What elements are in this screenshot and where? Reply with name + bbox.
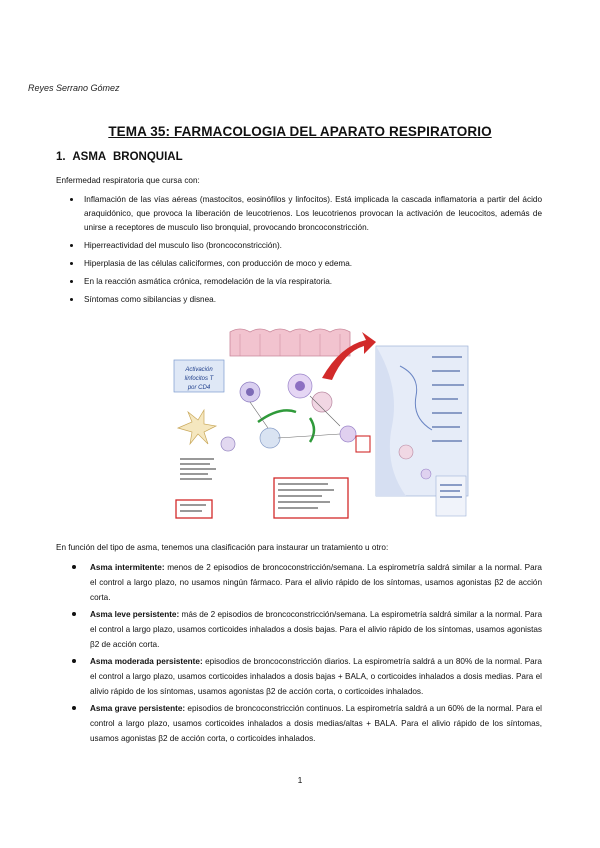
- asthma-pathophysiology-figure: [170, 326, 480, 522]
- activation-box: [174, 360, 224, 392]
- list-item: Hiperplasia de las células caliciformes, con producción de moco y edema.: [56, 257, 542, 271]
- bullet-icon: [72, 659, 76, 663]
- bullet-icon: [70, 198, 73, 201]
- intro-text: Enfermedad respiratoria que cursa con:: [56, 176, 200, 185]
- author-name: Reyes Serrano Gómez: [28, 83, 120, 93]
- document-title: TEMA 35: FARMACOLOGIA DEL APARATO RESPIRATORIO: [108, 124, 492, 139]
- symptom-list: [56, 193, 542, 311]
- section-number: 1.: [56, 151, 66, 163]
- epithelium-illustration: [230, 329, 350, 356]
- red-callout-box: [176, 500, 212, 518]
- asthma-classification-list: [56, 560, 542, 748]
- svg-text:Activación: Activación: [185, 367, 213, 373]
- bullet-icon: [70, 244, 73, 247]
- bullet-icon: [72, 706, 76, 710]
- list-item: Asma intermitente: menos de 2 episodios de broncoconstricción/semana. La espirometría saldrá similar a la normal. Para el control a largo plazo, no usamos ningún fármaco. Para el alivio rápido de los síntomas, usamos agonistas β2 de acción corta.: [56, 560, 542, 605]
- page-number: 1: [297, 775, 303, 785]
- list-item: Inflamación de las vías aéreas (mastocitos, eosinófilos y linfocitos). Está implicada la cascada inflamatoria a partir del ácido araquidónico, que provoca la liberación de leucotrienos. Los leucotrienos provocan la activación de leucocitos, además de unirse a receptores de musculo liso bronquial, provocando broncoconstricción.: [56, 193, 542, 235]
- list-item: Síntomas como sibilancias y disnea.: [56, 293, 542, 307]
- classification-lead: En función del tipo de asma, tenemos una clasificación para instaurar un tratamiento u otro:: [56, 543, 389, 552]
- list-item: Asma grave persistente: episodios de broncoconstricción continuos. La espirometría saldrá a un 60% de la normal. Para el control a largo plazo, usamos corticoides inhalados a dosis medias/altas + BALA. Para el alivio rápido de los síntomas, usamos agonistas β2 de acción corta, o corticoides inhalados.: [56, 701, 542, 746]
- bullet-icon: [70, 262, 73, 265]
- bullet-icon: [70, 298, 73, 301]
- bullet-icon: [70, 280, 73, 283]
- section-title: ASMA BRONQUIAL: [72, 151, 183, 163]
- bullet-icon: [72, 612, 76, 616]
- list-item: Asma moderada persistente: episodios de broncoconstricción diarios. La espirometría saldrá a un 80% de la normal. Para el control a largo plazo, usamos corticoides inhalados a dosis bajas + BALA, o corticoides inhalados a dosis medias. Para el alivio rápido de los síntomas, usamos agonistas β2 de acción corta, o corticoides inhalados.: [56, 654, 542, 699]
- list-item: Asma leve persistente: más de 2 episodios de broncoconstricción/semana. La espirometría saldrá similar a la normal. Para el control a largo plazo, usamos corticoides inhalados a dosis bajas. Para el alivio rápido de los síntomas, usamos agonistas β2 de acción corta.: [56, 607, 542, 652]
- bullet-icon: [72, 565, 76, 569]
- list-item: Hiperreactividad del musculo liso (broncoconstricción).: [56, 239, 542, 253]
- section-heading: [56, 151, 183, 163]
- list-item: En la reacción asmática crónica, remodelación de la vía respiratoria.: [56, 275, 542, 289]
- svg-text:por CD4: por CD4: [187, 385, 211, 391]
- svg-text:linfocitos T: linfocitos T: [184, 376, 214, 382]
- red-callout-box: [356, 436, 370, 452]
